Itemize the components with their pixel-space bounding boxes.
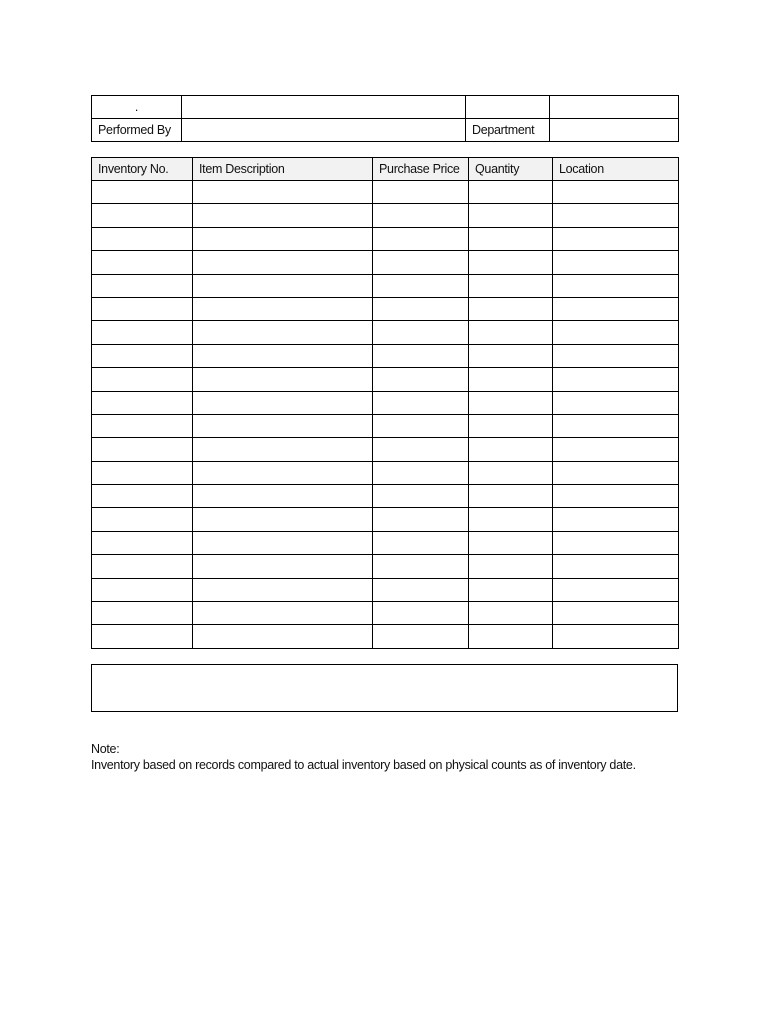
cell-inventory-no[interactable] — [92, 204, 193, 227]
cell-inventory-no[interactable] — [92, 578, 193, 601]
table-row — [92, 602, 679, 625]
top-right-label-cell — [466, 96, 550, 119]
table-row — [92, 555, 679, 578]
cell-inventory-no[interactable] — [92, 485, 193, 508]
inventory-header-row — [92, 158, 679, 181]
table-row — [92, 251, 679, 274]
cell-item-description[interactable] — [193, 251, 373, 274]
cell-quantity[interactable] — [469, 297, 553, 320]
cell-inventory-no[interactable] — [92, 461, 193, 484]
cell-quantity[interactable] — [469, 555, 553, 578]
cell-location[interactable] — [553, 414, 679, 437]
cell-inventory-no[interactable] — [92, 602, 193, 625]
info-row-1 — [92, 96, 679, 119]
cell-quantity[interactable] — [469, 531, 553, 554]
cell-inventory-no[interactable] — [92, 368, 193, 391]
cell-purchase-price[interactable] — [373, 485, 469, 508]
cell-inventory-no[interactable] — [92, 625, 193, 648]
cell-quantity[interactable] — [469, 578, 553, 601]
cell-purchase-price[interactable] — [373, 251, 469, 274]
cell-quantity[interactable] — [469, 438, 553, 461]
column-header-purchase-price: Purchase Price — [373, 158, 469, 181]
performed-by-field[interactable] — [182, 119, 466, 142]
table-row — [92, 508, 679, 531]
table-row — [92, 578, 679, 601]
table-row — [92, 181, 679, 204]
table-row — [92, 321, 679, 344]
table-row — [92, 531, 679, 554]
cell-quantity[interactable] — [469, 204, 553, 227]
cell-purchase-price[interactable] — [373, 227, 469, 250]
cell-item-description[interactable] — [193, 368, 373, 391]
cell-purchase-price[interactable] — [373, 578, 469, 601]
cell-inventory-no[interactable] — [92, 438, 193, 461]
column-header-inventory-no: Inventory No. — [92, 158, 193, 181]
cell-quantity[interactable] — [469, 274, 553, 297]
cell-quantity[interactable] — [469, 485, 553, 508]
cell-purchase-price[interactable] — [373, 508, 469, 531]
table-row — [92, 274, 679, 297]
table-row — [92, 204, 679, 227]
cell-item-description[interactable] — [193, 227, 373, 250]
note-section — [91, 741, 678, 773]
table-row — [92, 485, 679, 508]
cell-item-description[interactable] — [193, 531, 373, 554]
cell-location[interactable] — [553, 531, 679, 554]
cell-inventory-no[interactable] — [92, 344, 193, 367]
cell-quantity[interactable] — [469, 461, 553, 484]
cell-location[interactable] — [553, 555, 679, 578]
cell-quantity[interactable] — [469, 368, 553, 391]
cell-purchase-price[interactable] — [373, 181, 469, 204]
cell-inventory-no[interactable] — [92, 274, 193, 297]
cell-item-description[interactable] — [193, 344, 373, 367]
cell-quantity[interactable] — [469, 625, 553, 648]
inventory-form — [91, 95, 678, 773]
cell-inventory-no[interactable] — [92, 251, 193, 274]
cell-inventory-no[interactable] — [92, 555, 193, 578]
cell-location[interactable] — [553, 602, 679, 625]
cell-purchase-price[interactable] — [373, 461, 469, 484]
cell-purchase-price[interactable] — [373, 555, 469, 578]
table-row — [92, 227, 679, 250]
department-label: Department — [466, 119, 550, 142]
performed-by-label: Performed By — [92, 119, 182, 142]
cell-quantity[interactable] — [469, 602, 553, 625]
note-text: Inventory based on records compared to actual inventory based on physical counts as of inventory date. — [91, 757, 636, 772]
cell-purchase-price[interactable] — [373, 438, 469, 461]
cell-location[interactable] — [553, 181, 679, 204]
cell-inventory-no[interactable] — [92, 508, 193, 531]
note-title: Note: — [91, 741, 120, 756]
cell-inventory-no[interactable] — [92, 227, 193, 250]
cell-location[interactable] — [553, 391, 679, 414]
cell-location[interactable] — [553, 297, 679, 320]
cell-inventory-no[interactable] — [92, 181, 193, 204]
cell-item-description[interactable] — [193, 391, 373, 414]
cell-quantity[interactable] — [469, 321, 553, 344]
cell-location[interactable] — [553, 227, 679, 250]
cell-purchase-price[interactable] — [373, 297, 469, 320]
cell-quantity[interactable] — [469, 344, 553, 367]
cell-location[interactable] — [553, 204, 679, 227]
cell-quantity[interactable] — [469, 391, 553, 414]
cell-quantity[interactable] — [469, 181, 553, 204]
cell-purchase-price[interactable] — [373, 204, 469, 227]
cell-item-description[interactable] — [193, 414, 373, 437]
cell-purchase-price[interactable] — [373, 368, 469, 391]
table-row — [92, 438, 679, 461]
cell-purchase-price[interactable] — [373, 344, 469, 367]
cell-location[interactable] — [553, 251, 679, 274]
table-row — [92, 391, 679, 414]
column-header-item-description: Item Description — [193, 158, 373, 181]
cell-inventory-no[interactable] — [92, 414, 193, 437]
cell-item-description[interactable] — [193, 508, 373, 531]
cell-item-description[interactable] — [193, 297, 373, 320]
cell-purchase-price[interactable] — [373, 321, 469, 344]
top-left-label: . — [92, 96, 182, 119]
cell-location[interactable] — [553, 578, 679, 601]
cell-inventory-no[interactable] — [92, 531, 193, 554]
cell-location[interactable] — [553, 368, 679, 391]
cell-quantity[interactable] — [469, 414, 553, 437]
department-field[interactable] — [550, 119, 679, 142]
cell-item-description[interactable] — [193, 555, 373, 578]
table-row — [92, 461, 679, 484]
cell-location[interactable] — [553, 438, 679, 461]
cell-location[interactable] — [553, 274, 679, 297]
inventory-table-body — [92, 181, 679, 649]
cell-item-description[interactable] — [193, 602, 373, 625]
cell-quantity[interactable] — [469, 227, 553, 250]
cell-item-description[interactable] — [193, 321, 373, 344]
inventory-table — [91, 157, 679, 649]
cell-item-description[interactable] — [193, 485, 373, 508]
cell-location[interactable] — [553, 461, 679, 484]
cell-item-description[interactable] — [193, 625, 373, 648]
table-row — [92, 414, 679, 437]
table-row — [92, 625, 679, 648]
cell-inventory-no[interactable] — [92, 297, 193, 320]
cell-item-description[interactable] — [193, 578, 373, 601]
cell-item-description[interactable] — [193, 438, 373, 461]
column-header-quantity: Quantity — [469, 158, 553, 181]
cell-item-description[interactable] — [193, 461, 373, 484]
cell-purchase-price[interactable] — [373, 531, 469, 554]
info-table — [91, 95, 679, 142]
cell-purchase-price[interactable] — [373, 625, 469, 648]
cell-location[interactable] — [553, 508, 679, 531]
top-right-value-field[interactable] — [550, 96, 679, 119]
info-row-2 — [92, 119, 679, 142]
cell-quantity[interactable] — [469, 251, 553, 274]
cell-purchase-price[interactable] — [373, 274, 469, 297]
cell-location[interactable] — [553, 625, 679, 648]
cell-location[interactable] — [553, 485, 679, 508]
top-left-value-field[interactable] — [182, 96, 466, 119]
cell-item-description[interactable] — [193, 181, 373, 204]
cell-location[interactable] — [553, 344, 679, 367]
cell-inventory-no[interactable] — [92, 321, 193, 344]
cell-location[interactable] — [553, 321, 679, 344]
cell-quantity[interactable] — [469, 508, 553, 531]
comments-box[interactable] — [91, 664, 678, 712]
cell-purchase-price[interactable] — [373, 391, 469, 414]
cell-item-description[interactable] — [193, 204, 373, 227]
table-row — [92, 344, 679, 367]
cell-purchase-price[interactable] — [373, 414, 469, 437]
cell-purchase-price[interactable] — [373, 602, 469, 625]
column-header-location: Location — [553, 158, 679, 181]
cell-inventory-no[interactable] — [92, 391, 193, 414]
cell-item-description[interactable] — [193, 274, 373, 297]
table-row — [92, 368, 679, 391]
table-row — [92, 297, 679, 320]
